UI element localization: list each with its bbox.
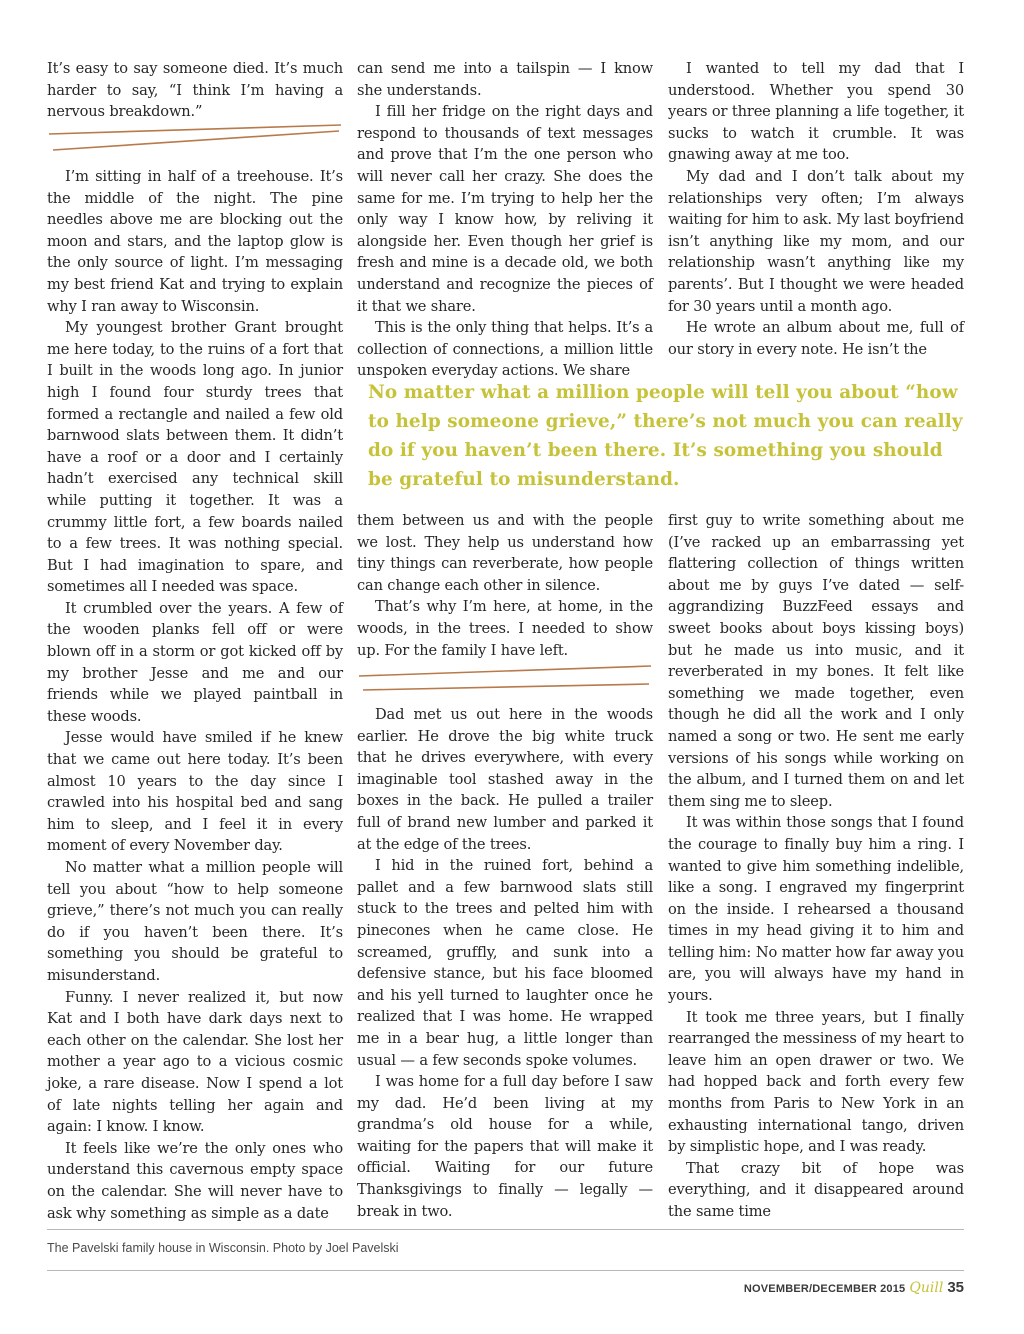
paragraph: It feels like we’re the only ones who understand this cavernous empty space on the calendar. She will never have to ask why something as simple as a date	[47, 1139, 343, 1222]
section-divider	[357, 662, 653, 692]
paragraph: This is the only thing that helps. It’s a collection of connections, a million little unspoken everyday actions. We share	[357, 319, 653, 380]
paragraph: My youngest brother Grant brought me here today, to the ruins of a fort that I built in the woods long ago. In junior high I found four sturdy trees that formed a rectangle and nailed a few old barnwood slats between them. It didn’t have a roof or a door and I certainly hadn’t exercised any technical skill while putting it together. It was a crummy little fort, a few boards nailed to a few trees. It was nothing special. But I had imagination to spare, and sometimes all I needed was space.	[47, 319, 343, 596]
paragraph: No matter what a million people will tell you about “how to help someone grieve,” there’s not much you can really do if you haven’t been there. It’s something you should be grateful to misunderstand.	[47, 859, 343, 984]
column-right-top	[668, 58, 964, 360]
page-footer	[744, 1279, 964, 1296]
column-middle-top	[357, 58, 653, 382]
paragraph: I wanted to tell my dad that I understood. Whether you spend 30 years or three planning a life together, it sucks to watch it crumble. It was gnawing away at me too.	[668, 60, 964, 164]
page-number: 35	[947, 1279, 964, 1296]
paragraph: I was home for a full day before I saw my dad. He’d been living at my grandma’s old house for a while, waiting for the papers that will make it official. Waiting for our future Thanksgivings to finally — legally — break in two.	[357, 1073, 653, 1220]
paragraph: It took me three years, but I finally rearranged the messiness of my heart to leave him an open drawer or two. We had hopped back and forth every few months from Paris to New York in an exhausting international tango, driven by simplistic hope, and I was ready.	[668, 1008, 964, 1156]
paragraph: That’s why I’m here, at home, in the woods, in the trees. I needed to show up. For the family I have left.	[357, 598, 653, 659]
column-middle-mid	[357, 510, 653, 661]
paragraph: He wrote an album about me, full of our story in every note. He isn’t the	[668, 319, 964, 358]
issue-date: NOVEMBER/DECEMBER 2015	[743, 1283, 906, 1295]
paragraph: can send me into a tailspin — I know she understands.	[357, 60, 653, 99]
pull-quote: No matter what a million people will tell you about “how to help someone grieve,” there’s not much you can really do if you haven’t been there. It’s something you should be grateful to misunderstand.	[368, 382, 963, 490]
paragraph: first guy to write something about me (I’ve racked up an embarrassing yet flattering collection of things written about me by guys I’ve dated — self-aggrandizing BuzzFeed essays and sweet books about boys kissing boys) but he made us into music, and it reverberated in my bones. It felt like something we made together, even though he did all the work and I only named a song or two. He sent me early versions of his songs while working on the album, and I turned them on and let them sing me to sleep.	[668, 512, 964, 810]
photo-caption: The Pavelski family house in Wisconsin. Photo by Joel Pavelski	[47, 1241, 399, 1255]
paragraph: Funny. I never realized it, but now Kat and I both have dark days next to each other on the calendar. She lost her mother a year ago to a vicious cosmic joke, a rare disease. Now I spend a lot of late nights telling her again and again: I know. I know.	[47, 988, 343, 1136]
caption-bottom-rule	[47, 1270, 964, 1271]
magazine-logo: Quill	[909, 1280, 944, 1296]
paragraph: It crumbled over the years. A few of the wooden planks fell off or were blown off in a storm or got kicked off by my brother Jesse and me and our friends while we played paintball in these woods.	[47, 599, 343, 725]
paragraph: Jesse would have smiled if he knew that we came out here today. It’s been almost 10 years to the day since I crawled into his hospital bed and sang him to sleep, and I feel it in every moment of every November day.	[47, 729, 343, 855]
paragraph: I hid in the ruined fort, behind a pallet and a few barnwood slats still stuck to the trees and pelted him with pinecones when he came close. He screamed, gruffly, and sunk into a defensive stance, but his face bloomed and his yell turned to laughter once he realized that I was home. He wrapped me in a bear hug, a little longer than usual — a few seconds spoke volumes.	[357, 857, 653, 1069]
paragraph: them between us and with the people we lost. They help us understand how tiny things can reverberate, how people can change each other in silence.	[357, 512, 653, 594]
paragraph: I’m sitting in half of a treehouse. It’s the middle of the night. The pine needles above me are blocking out the moon and stars, and the laptop glow is the only source of light. I’m messaging my best friend Kat and trying to explain why I ran away to Wisconsin.	[47, 168, 343, 315]
column-left	[47, 166, 343, 1224]
column-left-top	[47, 58, 343, 123]
paragraph: My dad and I don’t talk about my relationships very often; I’m always waiting for him to ask. My last boyfriend isn’t anything like my mom, and our relationship wasn’t anything like my parents’. But I thought we were headed for 30 years until a month ago.	[668, 167, 964, 315]
column-right-bottom	[668, 510, 964, 1223]
caption-top-rule	[47, 1229, 964, 1230]
section-divider	[47, 120, 343, 150]
paragraph: I fill her fridge on the right days and respond to thousands of text messages and prove that I’m the one person who will never call her crazy. She does the same for me. I’m trying to help her the only way I know how, by reliving it alongside her. Even though her grief is fresh and mine is a decade old, we both understand and recognize the pieces of it that we share.	[357, 103, 653, 315]
column-middle-bottom	[357, 704, 653, 1222]
paragraph: It was within those songs that I found the courage to finally buy him a ring. I wanted to give him something indelible, like a song. I engraved my fingerprint on the inside. I rehearsed a thousand times in my head giving it to him and telling him: No matter how far away you are, you will always have my hand in yours.	[668, 814, 964, 1005]
paragraph: That crazy bit of hope was everything, and it disappeared around the same time	[668, 1159, 964, 1220]
paragraph: It’s easy to say someone died. It’s much harder to say, “I think I’m having a nervous breakdown.”	[47, 60, 343, 121]
paragraph: Dad met us out here in the woods earlier. He drove the big white truck that he drives everywhere, with every imaginable tool stashed away in the boxes in the back. He pulled a trailer full of brand new lumber and parked it at the edge of the trees.	[357, 706, 653, 853]
